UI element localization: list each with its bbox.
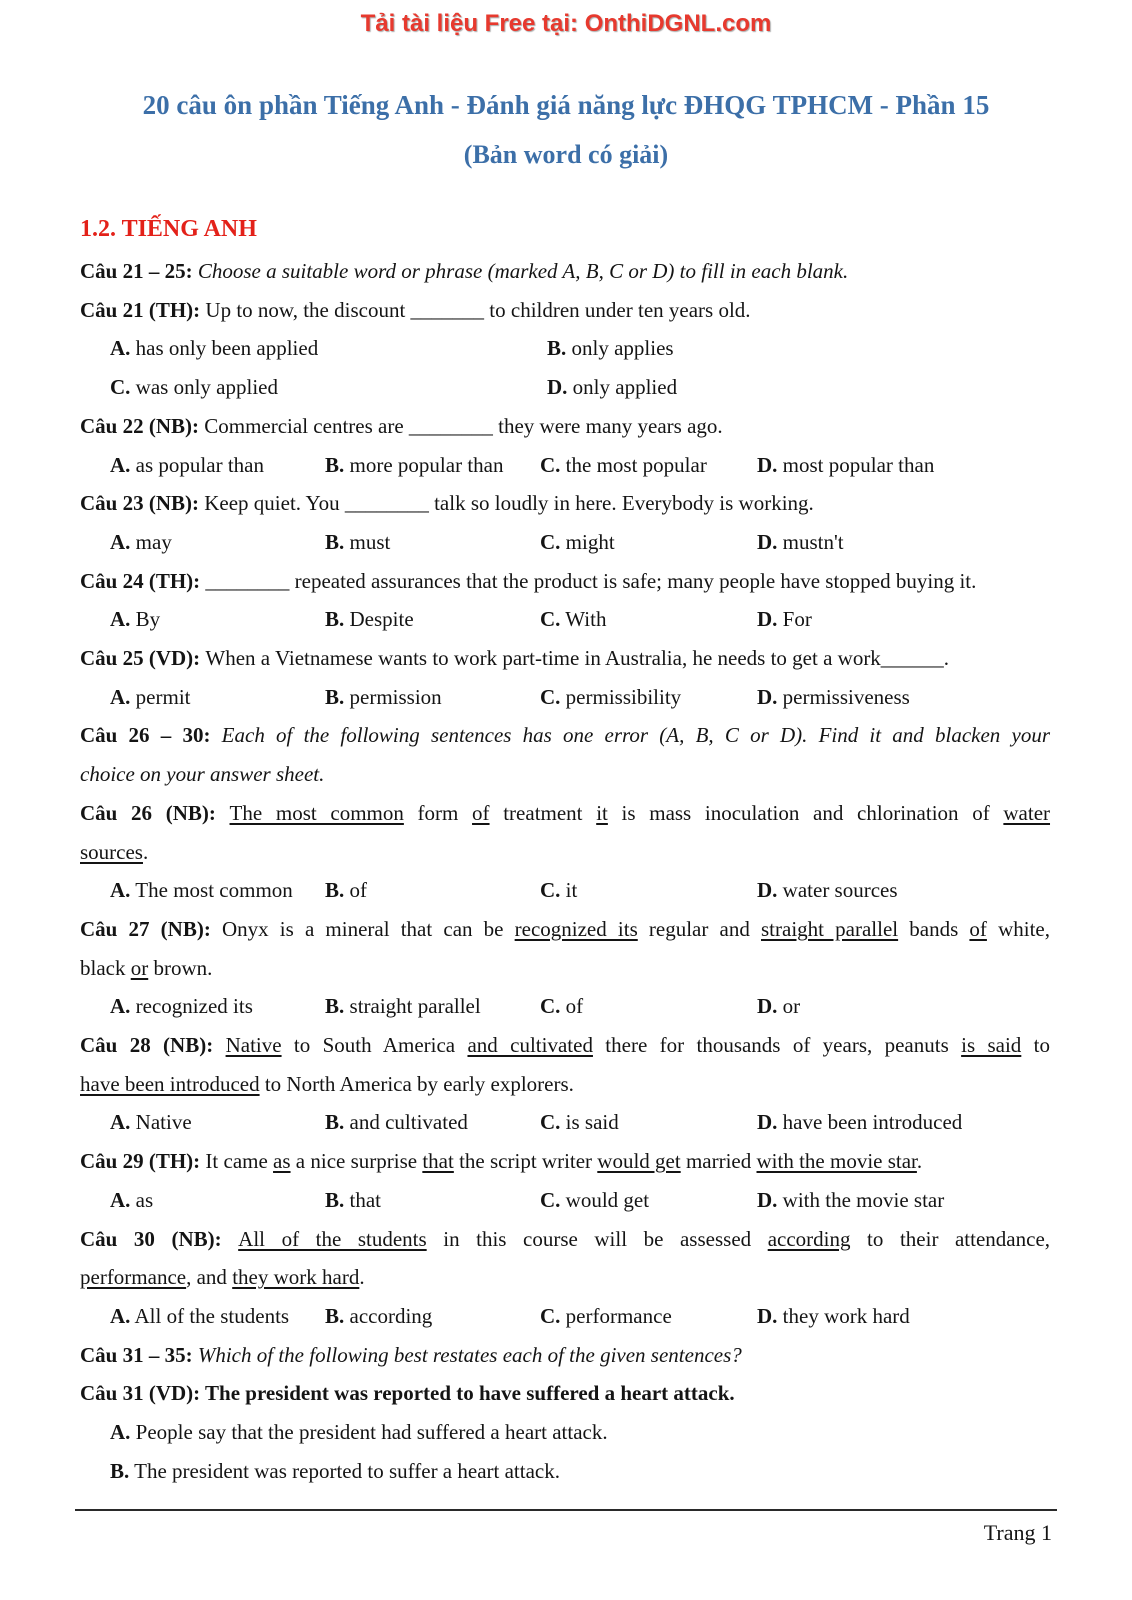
text-run: was only applied bbox=[130, 375, 278, 400]
text-run: A. bbox=[110, 1303, 131, 1328]
text-run: C. bbox=[110, 375, 131, 400]
text-run: as bbox=[130, 1187, 154, 1212]
text-run: brown. bbox=[148, 955, 213, 980]
option-cell bbox=[757, 446, 1050, 485]
text-run: A. bbox=[110, 1420, 131, 1445]
option-cell bbox=[757, 871, 1050, 910]
option-cell bbox=[540, 1181, 757, 1220]
text-run: Commercial centres are ________ they were many years ago. bbox=[204, 413, 723, 438]
document-body bbox=[80, 252, 1050, 1491]
q22-stem bbox=[80, 407, 1050, 446]
underlined-segment: it bbox=[596, 800, 608, 825]
option-cell bbox=[540, 678, 757, 717]
text-run: For bbox=[777, 607, 812, 632]
text-run: C. bbox=[540, 1303, 561, 1328]
text-run: By bbox=[130, 607, 161, 632]
text-run: married bbox=[680, 1149, 757, 1174]
text-run: D. bbox=[757, 878, 778, 903]
text-run: B. bbox=[325, 1110, 345, 1135]
option-cell bbox=[325, 678, 540, 717]
text-run: B. bbox=[325, 452, 345, 477]
underlined-segment: sources bbox=[80, 839, 143, 864]
q30-options bbox=[80, 1297, 1050, 1336]
text-run: C. bbox=[540, 607, 561, 632]
underlined-segment: of bbox=[472, 800, 490, 825]
text-run: B. bbox=[325, 1303, 345, 1328]
q30-stem-line-1 bbox=[80, 1220, 1050, 1259]
text-run: most popular than bbox=[777, 452, 935, 477]
text-run: C. bbox=[540, 878, 561, 903]
text-run: Câu 26 – 30: bbox=[80, 723, 222, 748]
text-run: People say that the president had suffered a heart attack. bbox=[130, 1420, 608, 1445]
text-run: recognized its bbox=[130, 994, 253, 1019]
text-run: to North America by early explorers. bbox=[259, 1071, 574, 1096]
text-run: as popular than bbox=[130, 452, 264, 477]
option-cell bbox=[540, 600, 757, 639]
underlined-segment: they work hard bbox=[232, 1265, 360, 1290]
option-cell bbox=[540, 446, 757, 485]
option-cell bbox=[110, 678, 325, 717]
option-cell bbox=[325, 1297, 540, 1336]
option-cell bbox=[757, 523, 1050, 562]
underlined-segment: would get bbox=[597, 1149, 681, 1174]
q23-options bbox=[80, 523, 1050, 562]
option-cell bbox=[757, 1103, 1050, 1142]
text-run: mustn't bbox=[777, 529, 844, 554]
text-run: they work hard bbox=[777, 1303, 910, 1328]
underlined-segment: of bbox=[969, 916, 987, 941]
q28-options bbox=[80, 1103, 1050, 1142]
underlined-segment: is said bbox=[961, 1033, 1022, 1058]
text-run: C. bbox=[540, 529, 561, 554]
text-run: bands bbox=[898, 916, 970, 941]
text-run: C. bbox=[540, 1187, 561, 1212]
text-run: A. bbox=[110, 452, 131, 477]
text-run: to South America bbox=[281, 1033, 468, 1058]
text-run: Up to now, the discount _______ to children under ten years old. bbox=[205, 297, 751, 322]
text-run: of bbox=[344, 878, 368, 903]
text-run: Câu 21 – 25: bbox=[80, 259, 198, 283]
underlined-segment: or bbox=[130, 955, 149, 980]
option-cell bbox=[547, 368, 1050, 407]
text-run: permissibility bbox=[560, 684, 682, 709]
text-run: might bbox=[560, 529, 615, 554]
option-cell bbox=[110, 600, 325, 639]
text-run: choice on your answer sheet. bbox=[80, 762, 325, 787]
option-cell bbox=[325, 446, 540, 485]
text-run: form bbox=[403, 800, 473, 825]
text-run: Câu 23 (NB): bbox=[80, 491, 205, 516]
text-run: treatment bbox=[489, 800, 597, 825]
footer-divider bbox=[75, 1509, 1057, 1511]
option-cell bbox=[540, 523, 757, 562]
text-run: With bbox=[560, 607, 607, 632]
text-run: A. bbox=[110, 878, 131, 903]
instruction-26-30-line-2 bbox=[80, 755, 1050, 794]
document-title: 20 câu ôn phần Tiếng Anh - Đánh giá năng lực ĐHQG TPHCM - Phần 15 bbox=[142, 90, 990, 120]
underlined-segment: have been introduced bbox=[80, 1071, 260, 1096]
option-cell bbox=[325, 1103, 540, 1142]
text-run: Onyx is a mineral that can be bbox=[221, 916, 515, 941]
option-cell bbox=[325, 600, 540, 639]
text-run: regular and bbox=[637, 916, 761, 941]
text-run: D. bbox=[757, 1303, 778, 1328]
text-run: D. bbox=[757, 994, 778, 1019]
text-run: to their attendance, bbox=[850, 1226, 1051, 1251]
text-run: ________ repeated assurances that the product is safe; many people have stopped buying it. bbox=[205, 568, 977, 593]
option-cell bbox=[540, 987, 757, 1026]
text-run: only applies bbox=[566, 336, 674, 361]
text-run: straight parallel bbox=[344, 994, 481, 1019]
text-run: permissiveness bbox=[777, 684, 910, 709]
text-run: A. bbox=[110, 994, 131, 1019]
text-run: B. bbox=[325, 529, 345, 554]
text-run: with the movie star bbox=[777, 1187, 945, 1212]
option-cell bbox=[757, 1297, 1050, 1336]
text-run: Câu 24 (TH): bbox=[80, 568, 206, 593]
text-run: A. bbox=[110, 529, 131, 554]
text-run: Câu 31 – 35: bbox=[80, 1342, 198, 1367]
text-run: . bbox=[916, 1149, 923, 1174]
q24-stem bbox=[80, 562, 1050, 601]
underlined-segment: according bbox=[767, 1226, 851, 1251]
option-cell bbox=[547, 329, 1050, 368]
q26-stem-line-2 bbox=[80, 833, 1050, 872]
option-cell bbox=[325, 1181, 540, 1220]
text-run: to bbox=[1021, 1033, 1051, 1058]
text-run: or bbox=[777, 994, 801, 1019]
q29-options bbox=[80, 1181, 1050, 1220]
text-run: B. bbox=[325, 684, 345, 709]
q25-options bbox=[80, 678, 1050, 717]
text-run: Câu 27 (NB): bbox=[80, 916, 222, 941]
text-run: Choose a suitable word or phrase (marked A, B, C or D) to fill in each blank. bbox=[197, 259, 849, 283]
text-run: D. bbox=[757, 1110, 778, 1135]
option-cell bbox=[110, 1181, 325, 1220]
promo-banner: Tải tài liệu Free tại: OnthiDGNL.com bbox=[360, 10, 772, 37]
text-run: and cultivated bbox=[344, 1110, 468, 1135]
text-run: The president was reported to suffer a heart attack. bbox=[129, 1458, 560, 1483]
underlined-segment: that bbox=[422, 1149, 454, 1174]
underlined-segment: recognized its bbox=[514, 916, 638, 941]
section-heading: 1.2. TIẾNG ANH bbox=[80, 216, 257, 242]
text-run: white, bbox=[986, 916, 1050, 941]
text-run: C. bbox=[540, 1110, 561, 1135]
text-run: the script writer bbox=[453, 1149, 598, 1174]
text-run: B. bbox=[325, 878, 345, 903]
text-run: water sources bbox=[777, 878, 898, 903]
text-run: permit bbox=[130, 684, 191, 709]
text-run: Despite bbox=[344, 607, 414, 632]
text-run: more popular than bbox=[344, 452, 504, 477]
text-run: A. bbox=[110, 1187, 131, 1212]
text-run: Keep quiet. You ________ talk so loudly in here. Everybody is working. bbox=[204, 491, 814, 516]
option-cell bbox=[110, 987, 325, 1026]
text-run: It came bbox=[205, 1149, 274, 1174]
text-run: The president was reported to have suffered a heart attack. bbox=[205, 1381, 735, 1406]
option-cell bbox=[110, 871, 325, 910]
option-cell bbox=[325, 523, 540, 562]
option-cell bbox=[540, 1103, 757, 1142]
q25-stem bbox=[80, 639, 1050, 678]
q23-stem bbox=[80, 484, 1050, 523]
text-run: Câu 26 (NB): bbox=[80, 800, 230, 825]
text-run: A. bbox=[110, 336, 131, 361]
text-run: there for thousands of years, peanuts bbox=[592, 1033, 962, 1058]
instruction-26-30-line-1 bbox=[80, 716, 1050, 755]
q27-options bbox=[80, 987, 1050, 1026]
underlined-segment: water bbox=[1003, 800, 1051, 825]
underlined-segment: Native bbox=[225, 1033, 282, 1058]
q22-options bbox=[80, 446, 1050, 485]
option-cell bbox=[325, 871, 540, 910]
text-run: A. bbox=[110, 1110, 131, 1135]
text-run: the most popular bbox=[560, 452, 707, 477]
text-run: is mass inoculation and chlorination of bbox=[607, 800, 1004, 825]
text-run: D. bbox=[547, 375, 568, 400]
q28-stem-line-1 bbox=[80, 1026, 1050, 1065]
text-run: All of the students bbox=[130, 1303, 290, 1328]
text-run: B. bbox=[325, 994, 345, 1019]
text-run: . bbox=[142, 839, 149, 864]
option-cell bbox=[110, 523, 325, 562]
underlined-segment: All of the students bbox=[238, 1226, 427, 1251]
text-run: it bbox=[560, 878, 578, 903]
text-run: C. bbox=[540, 684, 561, 709]
underlined-segment: straight parallel bbox=[761, 916, 899, 941]
q30-stem-line-2 bbox=[80, 1258, 1050, 1297]
text-run: . bbox=[359, 1265, 365, 1290]
option-cell bbox=[110, 368, 547, 407]
instruction-31-35 bbox=[80, 1336, 1050, 1375]
option-cell bbox=[757, 987, 1050, 1026]
option-cell bbox=[110, 446, 325, 485]
underlined-segment: performance bbox=[80, 1265, 187, 1290]
page-number: Trang 1 bbox=[983, 1520, 1052, 1545]
text-run: D. bbox=[757, 1187, 778, 1212]
text-run: has only been applied bbox=[130, 336, 319, 361]
text-run: in this course will be assessed bbox=[426, 1226, 768, 1251]
text-run: B. bbox=[110, 1458, 130, 1483]
text-run: Câu 30 (NB): bbox=[80, 1226, 239, 1251]
text-run: B. bbox=[325, 607, 345, 632]
q27-stem-line-1 bbox=[80, 910, 1050, 949]
text-run: C. bbox=[540, 994, 561, 1019]
text-run: B. bbox=[547, 336, 567, 361]
underlined-segment: and cultivated bbox=[467, 1033, 593, 1058]
text-run: C. bbox=[540, 452, 561, 477]
text-run: D. bbox=[757, 529, 778, 554]
text-run: Câu 28 (NB): bbox=[80, 1033, 226, 1058]
text-run: D. bbox=[757, 684, 778, 709]
option-cell bbox=[540, 1297, 757, 1336]
underlined-segment: with the movie star bbox=[756, 1149, 917, 1174]
option-cell bbox=[110, 329, 547, 368]
instruction-21-25 bbox=[80, 252, 1050, 291]
underlined-segment: The most common bbox=[229, 800, 404, 825]
option-cell bbox=[757, 1181, 1050, 1220]
option-cell bbox=[325, 987, 540, 1026]
text-run: Each of the following sentences has one error (A, B, C or D). Find it and blacken your bbox=[221, 723, 1051, 748]
q24-options bbox=[80, 600, 1050, 639]
text-run: performance bbox=[560, 1303, 672, 1328]
q31-stem bbox=[80, 1374, 1050, 1413]
q27-stem-line-2 bbox=[80, 949, 1050, 988]
q26-stem-line-1 bbox=[80, 794, 1050, 833]
text-run: that bbox=[344, 1187, 382, 1212]
option-cell bbox=[757, 600, 1050, 639]
q26-options bbox=[80, 871, 1050, 910]
q21-options-row-2 bbox=[80, 368, 1050, 407]
q21-options-row-1 bbox=[80, 329, 1050, 368]
option-cell bbox=[540, 871, 757, 910]
document-subtitle: (Bản word có giải) bbox=[463, 140, 669, 169]
q21-stem bbox=[80, 291, 1050, 330]
text-run: Câu 21 (TH): bbox=[80, 297, 206, 322]
q31-option-b bbox=[80, 1452, 1050, 1491]
text-run: , and bbox=[186, 1265, 233, 1290]
text-run: permission bbox=[344, 684, 442, 709]
text-run: of bbox=[560, 994, 584, 1019]
text-run: must bbox=[344, 529, 391, 554]
text-run: Câu 31 (VD): bbox=[80, 1381, 206, 1406]
text-run: may bbox=[130, 529, 172, 554]
underlined-segment: as bbox=[273, 1149, 291, 1174]
text-run: according bbox=[344, 1303, 433, 1328]
text-run: The most common bbox=[130, 878, 293, 903]
text-run: is said bbox=[560, 1110, 619, 1135]
text-run: A. bbox=[110, 607, 131, 632]
text-run: would get bbox=[560, 1187, 650, 1212]
option-cell bbox=[110, 1103, 325, 1142]
text-run: black bbox=[80, 955, 131, 980]
text-run: D. bbox=[757, 452, 778, 477]
q28-stem-line-2 bbox=[80, 1065, 1050, 1104]
text-run: Câu 25 (VD): bbox=[80, 646, 206, 671]
q31-option-a bbox=[80, 1413, 1050, 1452]
text-run: have been introduced bbox=[777, 1110, 963, 1135]
text-run: Câu 22 (NB): bbox=[80, 413, 205, 438]
q29-stem bbox=[80, 1142, 1050, 1181]
text-run: a nice surprise bbox=[290, 1149, 423, 1174]
text-run: A. bbox=[110, 684, 131, 709]
text-run: B. bbox=[325, 1187, 345, 1212]
text-run: only applied bbox=[567, 375, 678, 400]
text-run: Native bbox=[130, 1110, 192, 1135]
text-run: Which of the following best restates each of the given sentences? bbox=[197, 1342, 742, 1367]
text-run: D. bbox=[757, 607, 778, 632]
option-cell bbox=[110, 1297, 325, 1336]
option-cell bbox=[757, 678, 1050, 717]
text-run: When a Vietnamese wants to work part-time in Australia, he needs to get a work______. bbox=[205, 646, 950, 671]
text-run: Câu 29 (TH): bbox=[80, 1149, 206, 1174]
